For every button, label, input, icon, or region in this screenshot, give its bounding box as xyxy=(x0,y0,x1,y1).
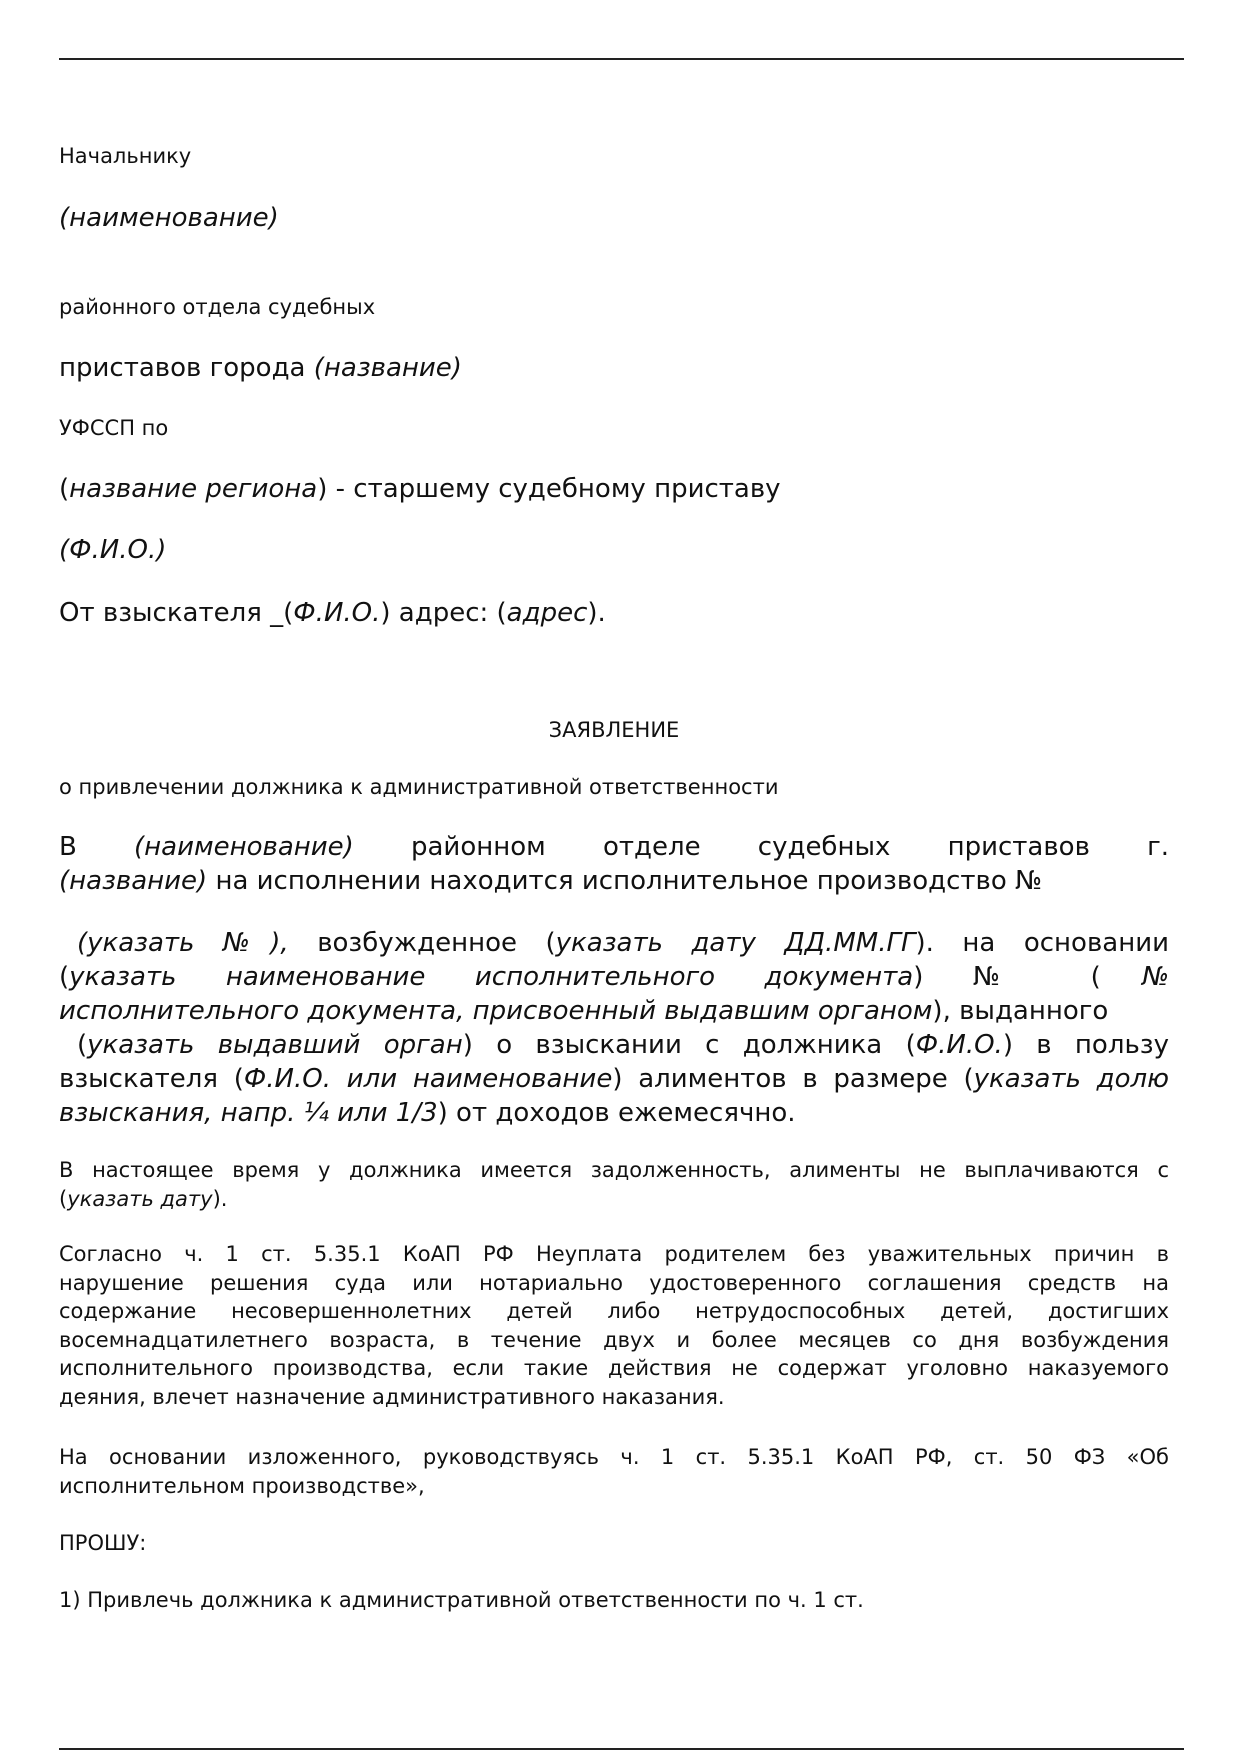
paragraph-koap-article: Согласно ч. 1 ст. 5.35.1 КоАП РФ Неуплата родителем без уважительных причин в нарушение решения суда или нотариально удостоверенного соглашения средств на содержание несовершеннолетних детей либо нетрудоспособных детей, достигших восемнадцатилетнего возраста, в течение двух и более месяцев со дня возбуждения исполнительного производства, если такие действия не содержат уголовно наказуемого деяния, влечет назначение административного наказания. xyxy=(59,1242,1169,1409)
addressee-ufssp: УФССП по xyxy=(59,416,169,440)
bottom-rule xyxy=(59,1748,1184,1750)
addressee-dept-name: (наименование) xyxy=(59,203,279,233)
top-rule xyxy=(59,58,1184,60)
document-title: ЗАЯВЛЕНИЕ xyxy=(548,718,680,742)
document-subtitle: о привлечении должника к административной ответственности xyxy=(59,775,779,799)
addressee-chief: Начальнику xyxy=(59,144,192,168)
addressee-bailiffs-city: приставов города (название) xyxy=(59,353,462,383)
addressee-region: (название региона) - старшему судебному приставу xyxy=(59,474,781,504)
request-label: ПРОШУ: xyxy=(59,1531,147,1555)
request-item-1: 1) Привлечь должника к административной ответственности по ч. 1 ст. xyxy=(59,1588,864,1612)
addressee-fio: (Ф.И.О.) xyxy=(59,535,167,565)
paragraph-execution-proceeding: В (наименование) районном отделе судебных приставов г. (название) на исполнении находится исполнительное производство № xyxy=(59,832,1170,896)
paragraph-debt: В настоящее время у должника имеется задолженность, алименты не выплачиваются с (указать дату). xyxy=(59,1158,1169,1211)
paragraph-grounds: На основании изложенного, руководствуясь ч. 1 ст. 5.35.1 КоАП РФ, ст. 50 ФЗ «Об исполнительном производстве», xyxy=(59,1445,1169,1498)
addressee-district-dept: районного отдела судебных xyxy=(59,295,376,319)
from-collector-line: От взыскателя _(Ф.И.О.) адрес: (адрес). xyxy=(59,598,606,628)
paragraph-writ-details: (указать №), возбужденное (указать дату ДД.ММ.ГГ). на основании (указать наименование исполнительного документа) № (№ исполнительного документа, присвоенный выдавшим органом), выданного (указать выдавший орган) о взыскании с должника (Ф.И.О.) в пользу взыскателя (Ф.И.О. или наименование) алиментов в размере (указать долю взыскания, напр. ¼ или 1/3) от доходов ежемесячно. xyxy=(59,928,1170,1128)
